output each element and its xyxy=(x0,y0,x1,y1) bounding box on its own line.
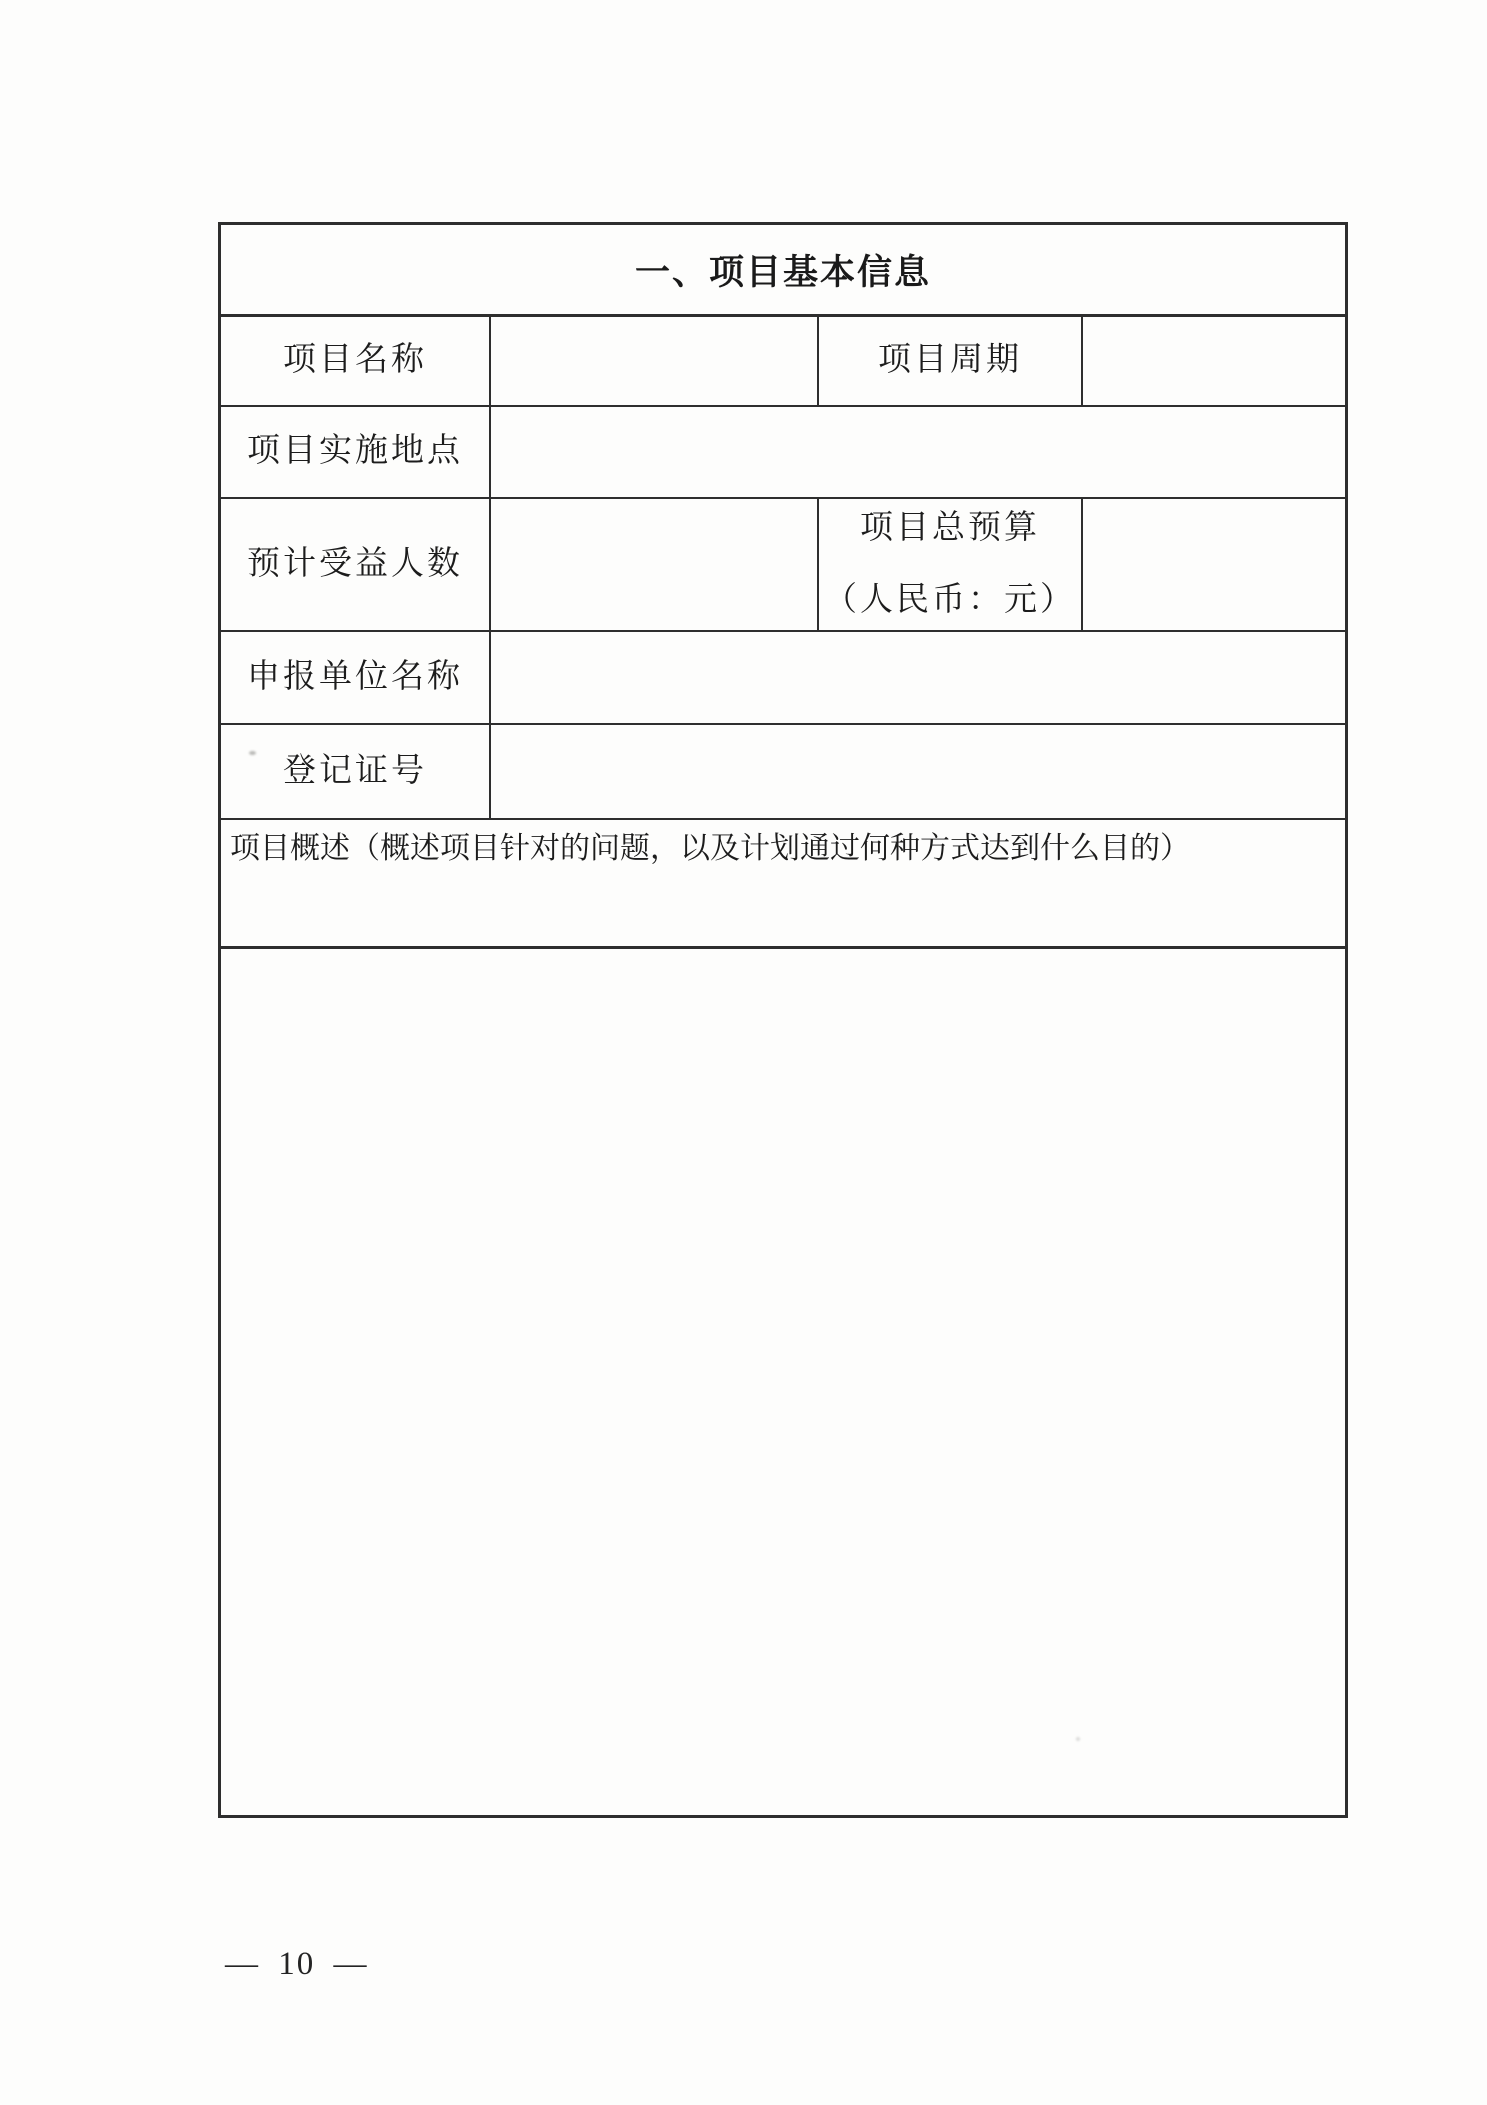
registration-no-label: 登记证号 xyxy=(221,725,491,818)
budget-value-cell xyxy=(1083,499,1345,630)
beneficiaries-value-cell xyxy=(491,499,819,630)
project-name-label: 项目名称 xyxy=(221,317,491,405)
table-row xyxy=(221,407,1345,499)
table-row xyxy=(221,317,1345,407)
budget-label-line1: 项目总预算 xyxy=(860,510,1040,547)
project-location-value-cell xyxy=(491,407,1345,497)
project-overview-content-area xyxy=(221,949,1345,1815)
project-period-value-cell xyxy=(1083,317,1345,405)
scan-speck xyxy=(249,751,256,755)
table-row xyxy=(221,725,1345,820)
project-name-value-cell xyxy=(491,317,819,405)
page-number: — 10 — xyxy=(225,1946,369,1982)
table-row xyxy=(221,949,1345,1815)
table-row xyxy=(221,820,1345,949)
budget-label-line2: （人民币：元） xyxy=(824,581,1076,618)
registration-no-value-cell xyxy=(491,725,1345,818)
budget-label xyxy=(819,499,1083,630)
project-period-label: 项目周期 xyxy=(819,317,1083,405)
beneficiaries-label: 预计受益人数 xyxy=(221,499,491,630)
scan-speck xyxy=(1076,1737,1080,1741)
table-title: 一、项目基本信息 xyxy=(634,252,931,292)
project-overview-label: 项目概述（概述项目针对的问题，以及计划通过何种方式达到什么目的） xyxy=(230,832,1190,865)
org-name-label: 申报单位名称 xyxy=(221,632,491,723)
table-header-row xyxy=(221,225,1345,317)
org-name-value-cell xyxy=(491,632,1345,723)
project-location-label: 项目实施地点 xyxy=(221,407,491,497)
project-basic-info-table xyxy=(218,222,1348,1818)
table-row xyxy=(221,632,1345,725)
table-row xyxy=(221,499,1345,632)
